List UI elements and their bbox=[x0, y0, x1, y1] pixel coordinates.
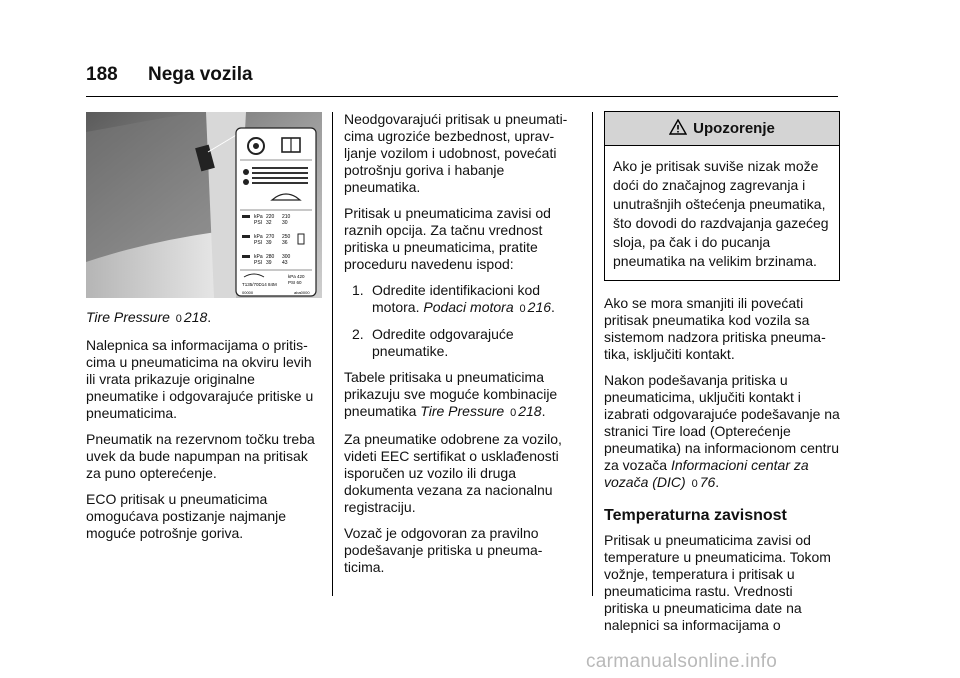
row1-psi-unit: PSI bbox=[254, 220, 263, 226]
paragraph: Nalepnica sa informacijama o pritis-cima u pneumaticima na okviru levih ili vrata prikazuje originalne pneumatike i odgovarajuće pritiske u pneumaticima. bbox=[86, 337, 314, 421]
paragraph: Neodgovarajući pritisak u pneumati-cima ugroziće bezbednost, uprav-ljanje vozilom i udobnost, povećati potrošnju goriva i habanje pneumatika. bbox=[344, 111, 568, 195]
figure-caption: Tire Pressure 0 218. bbox=[86, 309, 212, 325]
column-1 bbox=[86, 309, 322, 551]
step-number: 1. bbox=[352, 282, 364, 298]
label-code-right: aba0000 bbox=[294, 290, 310, 295]
xref-icon: 0 bbox=[691, 478, 698, 490]
warning-header bbox=[605, 112, 839, 146]
row3-p1: 280 bbox=[266, 254, 275, 260]
spare-kpa: kPa 420 bbox=[288, 274, 305, 279]
row3-psi1: 39 bbox=[266, 260, 272, 266]
paragraph: Pritisak u pneumaticima zavisi od raznih opcija. Za tačnu vrednost pritiska u pneumaticima, pratite proceduru navedenu ispod: bbox=[344, 205, 551, 272]
row1-kpa: kPa bbox=[254, 214, 263, 220]
step-text: Odredite odgovarajuće pneumatike. bbox=[372, 326, 514, 359]
list-item: 1. Odredite identifikacioni kod motora. Podaci motora 0 216. bbox=[352, 282, 555, 315]
xref-icon: 0 bbox=[519, 303, 526, 315]
row2-p2: 250 bbox=[282, 234, 291, 240]
paragraph-text: Tabele pritisaka u pneumaticima prikazuju sve moguće kombinacije pneumatika bbox=[344, 369, 558, 419]
spare-size: T135/70D14 84M bbox=[242, 282, 277, 287]
procedure-steps bbox=[344, 282, 580, 360]
row1-p1: 220 bbox=[266, 214, 275, 220]
step-text: Odredite identifikacioni kod motora. bbox=[372, 282, 541, 315]
xref-icon: 0 bbox=[175, 313, 182, 325]
paragraph-text: Nakon podešavanja pritiska u pneumaticima, uključiti kontakt i izabrati odgovarajuće podešavanje na stranici Tire load (Opterećenje pneumatika) na informacionom centru za vozača bbox=[604, 372, 840, 473]
paragraph: Pritisak u pneumaticima zavisi od temperature u pneumaticima. Tokom vožnje, temperatura i pritisak u pneumaticima rastu. Vrednosti pritiska u pneumaticima date na nalepnici sa informacijama o bbox=[604, 532, 831, 633]
row3-psi2: 43 bbox=[282, 260, 288, 266]
header-rule bbox=[86, 96, 838, 97]
xref-link[interactable]: Tire Pressure bbox=[420, 403, 505, 419]
row2-psi1: 39 bbox=[266, 240, 272, 246]
row3-p2: 300 bbox=[282, 254, 291, 260]
xref-page[interactable]: 218 bbox=[518, 403, 542, 419]
row3-psi-unit: PSI bbox=[254, 260, 263, 266]
xref-icon: 0 bbox=[510, 407, 517, 419]
xref-link[interactable]: Informacioni centar za vozača (DIC) bbox=[604, 457, 809, 490]
row1-psi1: 32 bbox=[266, 220, 272, 226]
warning-body: Ako je pritisak suviše nizak može doći do značajnog zagrevanja i unutrašnjih oštećenja pneumatika, što dovodi do razdvajanja gazećeg sloja, pa čak i do pucanja pneumatika na velikim brzinama. bbox=[613, 158, 829, 269]
row1-psi2: 30 bbox=[282, 220, 288, 226]
row2-psi-unit: PSI bbox=[254, 240, 263, 246]
step-xref-page[interactable]: 216 bbox=[527, 299, 552, 315]
column-divider-2 bbox=[592, 112, 593, 596]
row2-p1: 270 bbox=[266, 234, 275, 240]
label-code-left: 00000 bbox=[242, 290, 254, 295]
spare-psi: PSI 60 bbox=[288, 280, 302, 285]
step-xref-link[interactable]: Podaci motora bbox=[423, 299, 514, 315]
page-title: Nega vozila bbox=[148, 64, 253, 85]
list-item bbox=[344, 326, 580, 360]
watermark: carmanualsonline.info bbox=[586, 651, 778, 672]
step-number: 2. bbox=[352, 326, 364, 342]
tire-pressure-label-figure bbox=[86, 112, 322, 298]
section-heading: Temperaturna zavisnost bbox=[604, 507, 787, 524]
caption-xref-link[interactable]: Tire Pressure bbox=[86, 309, 170, 325]
row2-psi2: 36 bbox=[282, 240, 288, 246]
column-2 bbox=[344, 111, 580, 585]
caption-xref-page[interactable]: 218 bbox=[183, 309, 208, 325]
row2-kpa: kPa bbox=[254, 234, 263, 240]
warning-box bbox=[604, 111, 840, 281]
paragraph: Vozač je odgovoran za pravilno podešavanje pritiska u pneuma-ticima. bbox=[344, 525, 543, 575]
paragraph: Pneumatik na rezervnom točku treba uvek da bude napumpan na pritisak za puno opterećenje. bbox=[86, 431, 315, 481]
paragraph: Nakon podešavanja pritiska u pneumaticima, uključiti kontakt i izabrati odgovarajuće podešavanje na stranici Tire load (Opterećenje pneumatika) na informacionom centru za vozača Informacioni centar za vozača (DIC) 0 76. bbox=[604, 372, 840, 490]
row1-p2: 210 bbox=[282, 214, 291, 220]
column-divider-1 bbox=[332, 112, 333, 596]
warning-title: Upozorenje bbox=[693, 120, 775, 137]
tire-label-illustration bbox=[86, 112, 322, 298]
warning-triangle-icon bbox=[669, 119, 687, 139]
paragraph: Tabele pritisaka u pneumaticima prikazuju sve moguće kombinacije pneumatika Tire Pressure 0 218. bbox=[344, 369, 558, 419]
paragraph: Ako se mora smanjiti ili povećati pritisak pneumatika kod vozila sa sistemom nadzora pritiska pneuma-tika, isključiti kontakt. bbox=[604, 295, 826, 362]
xref-page[interactable]: 76 bbox=[699, 474, 716, 490]
paragraph: Za pneumatike odobrene za vozilo, videti EEC sertifikat o usklađenosti isporučen uz vozilo ili druga dokumenta vezana za nacionalnu registraciju. bbox=[344, 431, 562, 515]
column-3 bbox=[604, 111, 840, 643]
row3-kpa: kPa bbox=[254, 254, 263, 260]
page-number: 188 bbox=[86, 64, 118, 85]
paragraph: ECO pritisak u pneumaticima omogućava postizanje najmanje moguće potrošnje goriva. bbox=[86, 491, 287, 541]
